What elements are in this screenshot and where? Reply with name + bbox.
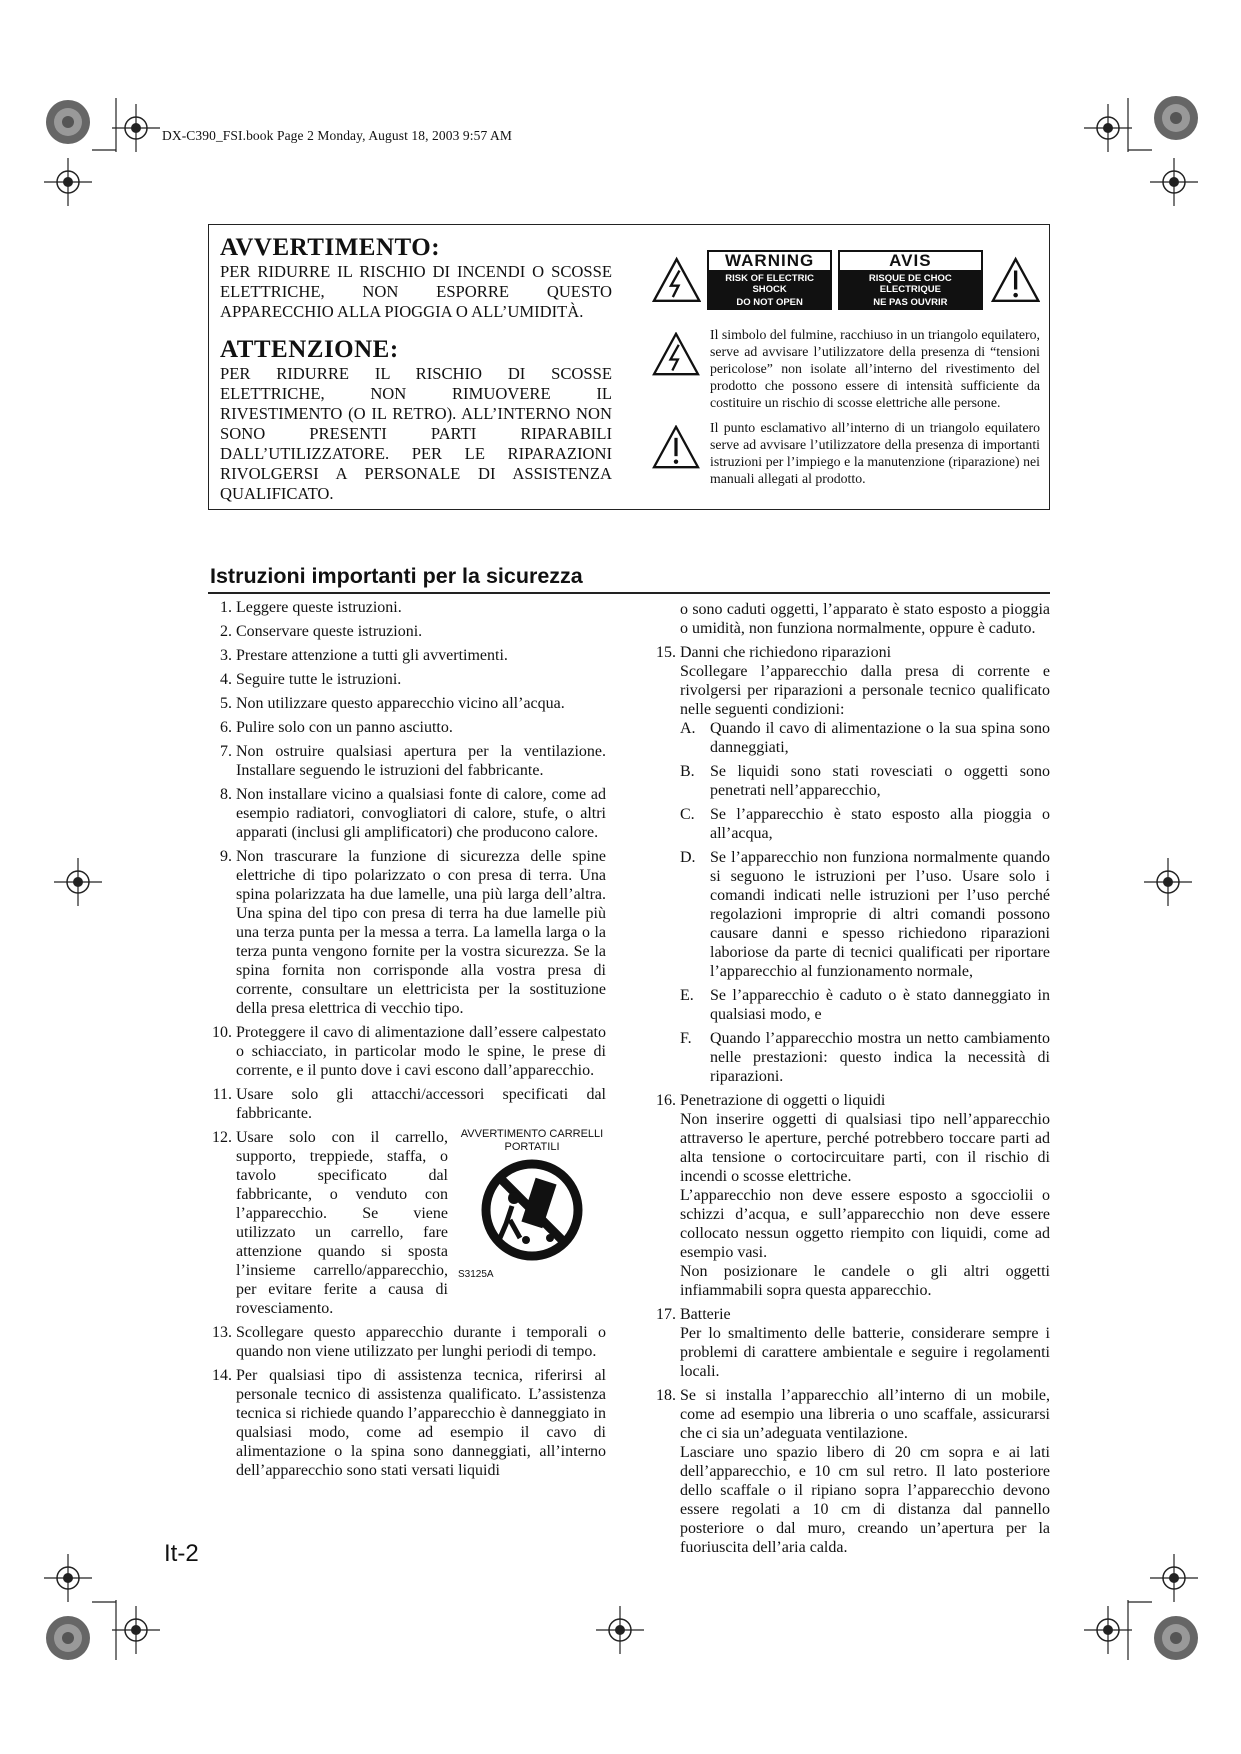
safety-list bbox=[206, 598, 606, 1480]
list-item: 10. Proteggere il cavo di alimentazione dall’essere calpestato o schiacciato, in particolar modo le spine, le prese di corrente, e il punto dove i cavi escono dall’apparecchio. bbox=[212, 1024, 606, 1079]
list-item: 17. Batterie Per lo smaltimento delle batterie, considerare sempre i problemi di carattere ambientale e seguire i regolamenti locali. bbox=[656, 1306, 1050, 1380]
file-info-header: DX-C390_FSI.book Page 2 Monday, August 18, 2003 9:57 AM bbox=[162, 128, 513, 143]
list-item: 4. Seguire tutte le istruzioni. bbox=[220, 671, 402, 688]
avvertimento-text: PER RIDURRE IL RISCHIO DI INCENDI O SCOSSE ELETTRICHE, NON ESPORRE QUESTO APPARECCHIO ALLA PIOGGIA O ALL’UMIDITÀ. bbox=[220, 262, 612, 321]
exclamation-note-text: Il punto esclamativo all’interno di un triangolo equilatero serve ad avvisare l’utilizzatore della presenza di importanti istruzioni per l’impiego e la manutenzione (riparazione) nei manuali allegati al prodotto. bbox=[710, 420, 1040, 486]
exclamation-triangle-icon bbox=[991, 256, 1040, 304]
attenzione-title: ATTENZIONE: bbox=[220, 336, 399, 363]
sublist-item: B. Se liquidi sono stati rovesciati o oggetti sono penetrati nell’apparecchio, bbox=[680, 763, 1050, 799]
cart-caption: AVVERTIMENTO CARRELLI PORTATILI bbox=[460, 1128, 604, 1153]
lightning-triangle-icon bbox=[652, 256, 701, 304]
list-item: 6. Pulire solo con un panno asciutto. bbox=[220, 719, 453, 736]
lightning-triangle-icon bbox=[652, 332, 700, 376]
sublist-item: C. Se l’apparecchio è stato esposto alla pioggia o all’acqua, bbox=[680, 806, 1050, 842]
list-item: 9. Non trascurare la funzione di sicurezza delle spine elettriche di tipo polarizzato o con presa di terra. Una spina polarizzata ha due lamelle, una più larga dell’altra. Una spina del tipo con presa di terra ha due lamelle più una terza punta per la messa a terra. La lamella larga o la terza punta vengono fornite per la vostra sicurezza. Se la spina fornita non corrisponde alla vostra presa di corrente, consultare un elettricista per la sostituzione della presa elettrica di vecchio tipo. bbox=[220, 848, 606, 1017]
item17-title: Batterie bbox=[680, 1306, 731, 1323]
item15-title: Danni che richiedono riparazioni bbox=[680, 644, 892, 661]
item14-continuation: o sono caduti oggetti, l’apparato è stato esposto a pioggia o umidità, non funziona normalmente, oppure è caduto. bbox=[680, 601, 1050, 637]
list-item: 16. Penetrazione di oggetti o liquidi Non inserire oggetti di qualsiasi tipo nell’apparecchio attraverso le aperture, perché potrebbero toccare parti ad alta tensione o cortocircuitare parti, con il rischio di incendi o scosse elettriche. L’apparecchio non deve essere esposto a sgocciolii o schizzi d’acqua, e sull’apparecchio non deve essere collocato nessun oggetto riempito con liquidi, come ad esempio vasi. Non posizionare le candele o gli altri oggetti infiammabili sopra questa apparecchio. bbox=[656, 1092, 1050, 1299]
lightning-note-text: Il simbolo del fulmine, racchiuso in un triangolo equilatero, serve ad avvisare l’utilizzatore della presenza di “tensioni pericolose” non isolate all’interno del rivestimento del prodotto che possono essere di intensità sufficiente da costituire un rischio di scosse elettriche alle persone. bbox=[710, 327, 1040, 410]
right-column bbox=[650, 600, 1050, 1562]
cart-warning-figure bbox=[458, 1128, 606, 1281]
item16-para: Non posizionare le candele o gli altri oggetti infiammabili sopra questa apparecchio. bbox=[680, 1263, 1050, 1299]
item16-title: Penetrazione di oggetti o liquidi bbox=[680, 1092, 886, 1109]
avvertimento-title: AVVERTIMENTO: bbox=[220, 234, 441, 261]
shock-badges bbox=[652, 250, 1040, 310]
item15-intro: Scollegare l’apparecchio dalla presa di corrente e rivolgersi per riparazioni a personale tecnico qualificato nelle seguenti condizioni: bbox=[680, 663, 1050, 718]
sublist-item: A. Quando il cavo di alimentazione o la sua spina sono danneggiati, bbox=[680, 720, 1050, 756]
cart-tipover-icon bbox=[480, 1158, 584, 1262]
sublist-item: D. Se l’apparecchio non funziona normalmente quando si seguono le istruzioni per l’uso. Usare solo i comandi indicati nelle istruzioni per l’uso perché regolazioni improprie di altri comandi possono causare danni e spesso richiedono riparazioni laboriose da parte di tecnici qualificati per riportare l’apparecchio al funzionamento normale, bbox=[680, 849, 1050, 980]
list-item: 15. Danni che richiedono riparazioni Scollegare l’apparecchio dalla presa di corrente e rivolgersi per riparazioni a personale tecnico qualificato nelle seguenti condizioni: A. Quando il cavo di alimentazione o la sua spina sono danneggiati, B. Se liquidi sono stati rovesciati o oggetti sono penetrati nell’apparecchio, C. Se l’apparecchio è stato esposto alla pioggia o all’acqua, D. Se l’apparecchio non funziona normalmente quando si seguono le istruzioni per l’uso. Usare solo i comandi indicati nelle istruzioni per l’uso perché regolazioni improprie di altri comandi possono causare danni e spesso richiedono riparazioni laboriose da parte di tecnici qualificati per riportare l’apparecchio al funzionamento normale, E. Se l’apparecchio è caduto o è stato danneggiato in qualsiasi modo, e F. Quando l’apparecchio mostra un netto cambiamento nelle prestazioni: questo indica la necessità di riparazioni. bbox=[656, 644, 1050, 1085]
list-item: 18. Se si installa l’apparecchio all’interno di un mobile, come ad esempio una libreria o uno scaffale, assicurarsi che ci sia un’adeguata ventilazione. Lasciare uno spazio libero di 20 cm sopra e ai lati dell’apparecchio, e 10 cm sul retro. Il lato posteriore dello scaffale o il ripiano sopra l’apparecchio devono essere regolati a 10 cm di distanza dal pannello posteriore o dal muro, creando un’apertura per la fuoriuscita dell’aria calda. bbox=[656, 1387, 1050, 1556]
list-item: 2. Conservare queste istruzioni. bbox=[220, 623, 423, 640]
item18-para: Se si installa l’apparecchio all’interno di un mobile, come ad esempio una libreria o uno scaffale, assicurarsi che ci sia un’adeguata ventilazione. bbox=[680, 1387, 1050, 1442]
exclamation-triangle-icon bbox=[652, 425, 700, 469]
list-item: 1. Leggere queste istruzioni. bbox=[220, 599, 402, 616]
attenzione-text: PER RIDURRE IL RISCHIO DI SCOSSE ELETTRICHE, NON RIMUOVERE IL RIVESTIMENTO (O IL RETRO). ALL’INTERNO NON SONO PRESENTI PARTI RIPARABILI DALL’UTILIZZATORE. PER LE RIPARAZIONI RIVOLGERSI A PERSONALE DI ASSISTENZA QUALIFICATO. bbox=[220, 364, 612, 503]
list-item: 7. Non ostruire qualsiasi apertura per la ventilazione. Installare seguendo le istruzioni del fabbricante. bbox=[220, 743, 606, 779]
item17-para: Per lo smaltimento delle batterie, considerare sempre i problemi di carattere ambientale e seguire i regolamenti locali. bbox=[680, 1325, 1050, 1380]
warning-symbols-panel bbox=[652, 250, 1040, 487]
list-item: 5. Non utilizzare questo apparecchio vicino all’acqua. bbox=[220, 695, 565, 712]
lightning-note bbox=[652, 326, 1040, 411]
safety-list-continued bbox=[650, 643, 1050, 1557]
left-column bbox=[206, 598, 606, 1485]
list-item: 12. AVVERTIMENTO CARRELLI PORTATILI S3125A Usare solo con il carrello, supporto, treppiede, staffa, o tavolo specificato dal fabbricante, o venduto con l’apparecchio. Se viene utilizzato un carrello, fare attenzione quando si sposta l’insieme carrello/apparecchio, per evitare ferite a causa di rovesciamento. bbox=[206, 1128, 606, 1318]
section-title: Istruzioni importanti per la sicurezza bbox=[210, 564, 583, 588]
item15-sublist bbox=[680, 719, 1050, 1086]
sublist-item: F. Quando l’apparecchio mostra un netto cambiamento nelle prestazioni: questo indica la necessità di riparazioni. bbox=[680, 1030, 1050, 1085]
warning-texts bbox=[220, 234, 612, 504]
item16-para: Non inserire oggetti di qualsiasi tipo nell’apparecchio attraverso le aperture, perché potrebbero toccare parti ad alta tensione o cortocircuitare parti, con il rischio di incendi o scosse elettriche. bbox=[680, 1111, 1050, 1185]
section-divider bbox=[208, 592, 1050, 594]
avis-badge: AVIS RISQUE DE CHOC ELECTRIQUE NE PAS OUVRIR bbox=[838, 250, 983, 310]
warning-badge: WARNING RISK OF ELECTRIC SHOCK DO NOT OPEN bbox=[707, 250, 832, 310]
list-item: 3. Prestare attenzione a tutti gli avvertimenti. bbox=[220, 647, 508, 664]
item18-para: Lasciare uno spazio libero di 20 cm sopra e ai lati dell’apparecchio, e 10 cm sul retro. Il lato posteriore dello scaffale o il ripiano sopra l’apparecchio devono essere regolati a 10 cm di distanza dal pannello posteriore o dal muro, creando un’apertura per la fuoriuscita dell’aria calda. bbox=[680, 1444, 1050, 1556]
list-item: 11. Usare solo gli attacchi/accessori specificati dal fabbricante. bbox=[212, 1086, 606, 1122]
page-number: It-2 bbox=[164, 1540, 199, 1567]
list-item: 8. Non installare vicino a qualsiasi fonte di calore, come ad esempio radiatori, convogliatori di calore, stufe, o altri apparati (inclusi gli amplificatori) che producono calore. bbox=[220, 786, 606, 841]
list-item: 13. Scollegare questo apparecchio durante i temporali o quando non viene utilizzato per lunghi periodi di tempo. bbox=[212, 1324, 606, 1360]
item16-para: L’apparecchio non deve essere esposto a sgocciolii o schizzi d’acqua, e sull’apparecchio non deve essere collocato nessun oggetto riempito con liquidi, come ad esempio vasi. bbox=[680, 1187, 1050, 1261]
cart-code: S3125A bbox=[458, 1269, 494, 1280]
exclamation-note bbox=[652, 419, 1040, 487]
list-item: 14. Per qualsiasi tipo di assistenza tecnica, riferirsi al personale tecnico di assistenza qualificato. L’assistenza tecnica si richiede quando l’apparecchio è danneggiato in qualsiasi modo, come ad esempio il cavo di alimentazione o la spina sono danneggiati, all’interno dell’apparecchio sono stati versati liquidi bbox=[212, 1367, 606, 1479]
sublist-item: E. Se l’apparecchio è caduto o è stato danneggiato in qualsiasi modo, e bbox=[680, 987, 1050, 1023]
